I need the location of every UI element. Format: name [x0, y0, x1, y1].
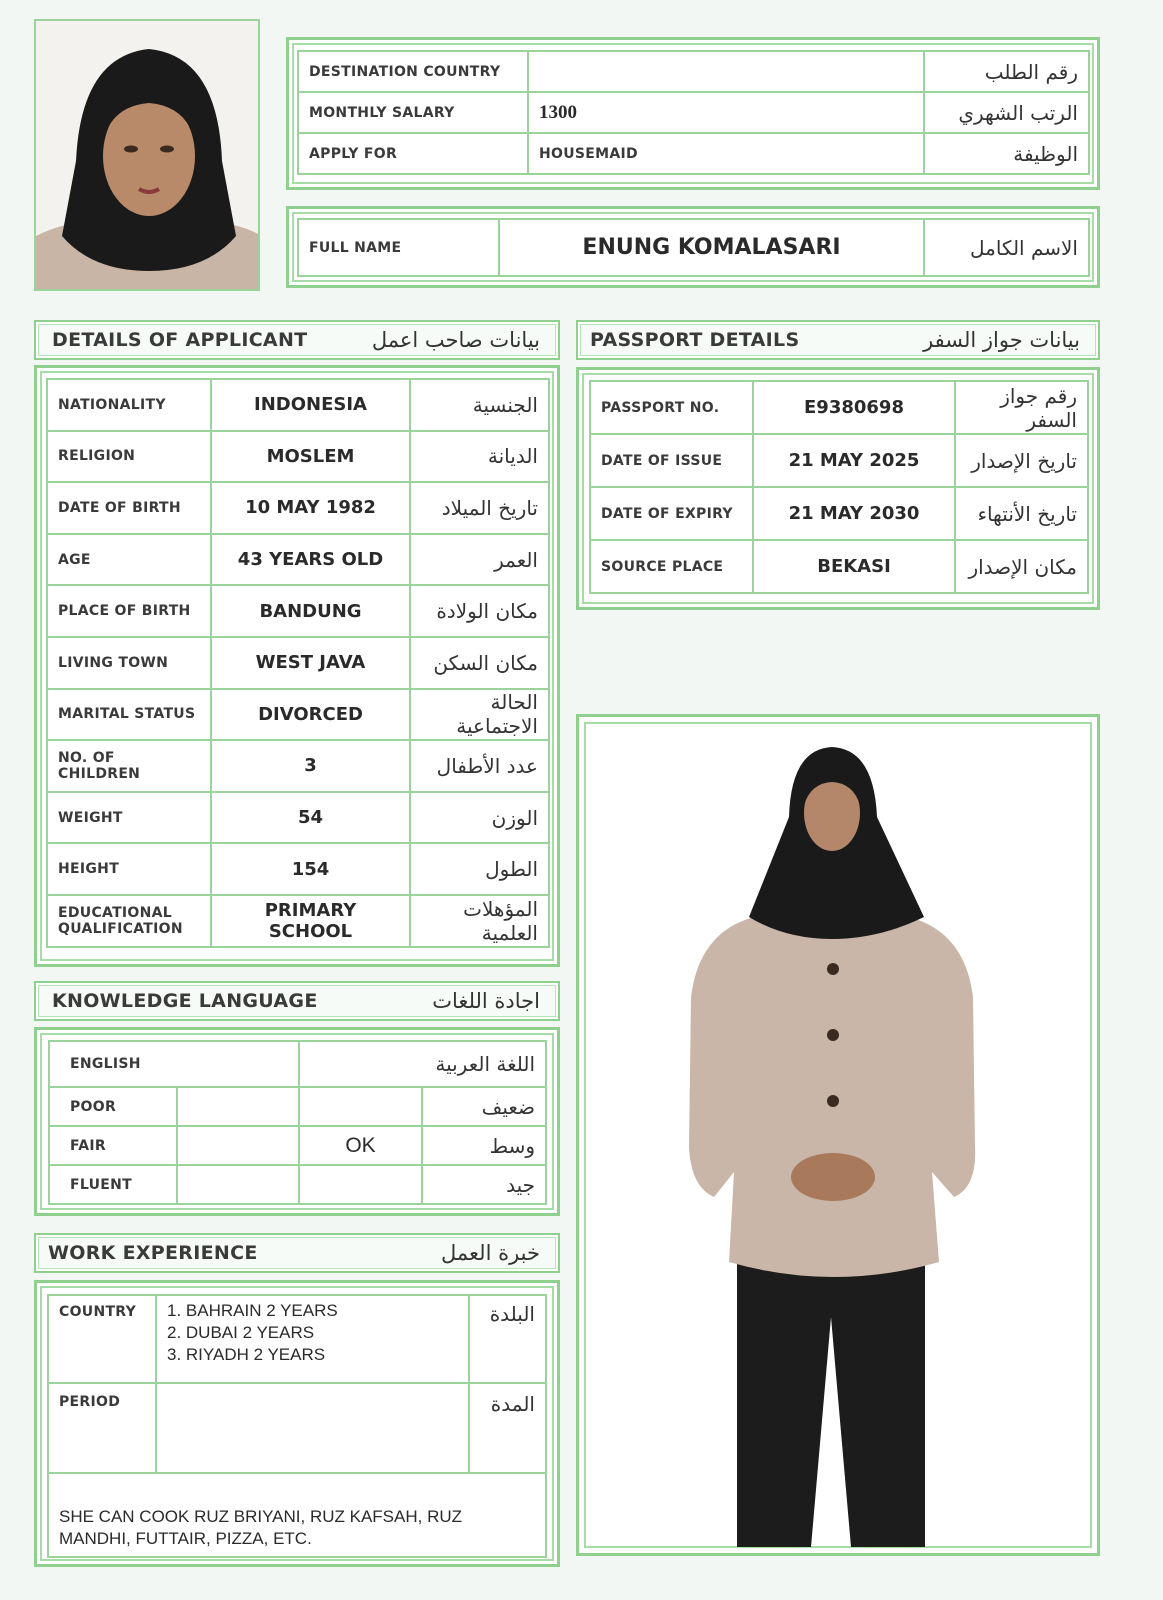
- work-period-arabic: المدة: [469, 1383, 546, 1473]
- language-arabic-mark: OK: [299, 1126, 422, 1165]
- detail-value: 154: [211, 843, 410, 895]
- work-period-row: [48, 1383, 546, 1473]
- work-section-title-arabic: خبرة العمل: [441, 1241, 540, 1265]
- language-level-arabic: جيد: [422, 1165, 546, 1204]
- language-english-mark: [177, 1087, 299, 1126]
- detail-row: [47, 792, 549, 844]
- work-country-item: 1. BAHRAIN 2 YEARS: [167, 1301, 338, 1320]
- monthly-salary-arabic: الرتب الشهري: [924, 92, 1089, 133]
- monthly-salary-row: [298, 92, 1089, 133]
- detail-value: WEST JAVA: [211, 637, 410, 689]
- detail-label: DATE OF BIRTH: [47, 482, 211, 534]
- detail-arabic: مكان الإصدار: [955, 540, 1088, 593]
- detail-value: 54: [211, 792, 410, 844]
- full-name-table: [297, 218, 1090, 277]
- detail-row: [590, 434, 1088, 487]
- detail-arabic: الحالة الاجتماعية: [410, 689, 549, 741]
- language-arabic-mark: [299, 1087, 422, 1126]
- full-name-label: FULL NAME: [298, 219, 499, 276]
- detail-arabic: عدد الأطفال: [410, 740, 549, 792]
- detail-label: EDUCATIONAL QUALIFICATION: [47, 895, 211, 947]
- detail-value: 3: [211, 740, 410, 792]
- work-section-header: [34, 1233, 560, 1273]
- detail-row: [47, 637, 549, 689]
- detail-row: [47, 689, 549, 741]
- destination-country-arabic: رقم الطلب: [924, 51, 1089, 92]
- language-section-title-arabic: اجادة اللغات: [432, 989, 540, 1013]
- detail-value: 43 YEARS OLD: [211, 534, 410, 586]
- language-english-mark: [177, 1126, 299, 1165]
- detail-row: [47, 843, 549, 895]
- passport-section-header: [576, 320, 1100, 360]
- detail-arabic: الجنسية: [410, 379, 549, 431]
- destination-country-value: [528, 51, 924, 92]
- detail-arabic: تاريخ الإصدار: [955, 434, 1088, 487]
- detail-value: DIVORCED: [211, 689, 410, 741]
- detail-arabic: الديانة: [410, 431, 549, 483]
- detail-arabic: مكان السكن: [410, 637, 549, 689]
- detail-value: BANDUNG: [211, 585, 410, 637]
- work-period-value: [156, 1383, 469, 1473]
- work-period-label: PERIOD: [48, 1383, 156, 1473]
- language-level-row: [49, 1087, 546, 1126]
- work-country-list: [156, 1295, 469, 1383]
- language-level-label: FAIR: [49, 1126, 177, 1165]
- applicant-section-title-arabic: بيانات صاحب اعمل: [371, 328, 540, 352]
- work-country-label: COUNTRY: [48, 1295, 156, 1383]
- detail-label: PLACE OF BIRTH: [47, 585, 211, 637]
- destination-country-row: [298, 51, 1089, 92]
- detail-row: [590, 487, 1088, 540]
- work-country-arabic: البلدة: [469, 1295, 546, 1383]
- passport-details-table: [589, 380, 1089, 594]
- language-level-arabic: ضعيف: [422, 1087, 546, 1126]
- apply-for-value: HOUSEMAID: [528, 133, 924, 174]
- monthly-salary-label: MONTHLY SALARY: [298, 92, 528, 133]
- detail-row: [47, 431, 549, 483]
- detail-arabic: تاريخ الميلاد: [410, 482, 549, 534]
- detail-label: NO. OF CHILDREN: [47, 740, 211, 792]
- detail-label: LIVING TOWN: [47, 637, 211, 689]
- detail-arabic: الوزن: [410, 792, 549, 844]
- work-country-row: [48, 1295, 546, 1383]
- full-body-illustration: [579, 717, 1097, 1553]
- detail-arabic: تاريخ الأنتهاء: [955, 487, 1088, 540]
- apply-for-label: APPLY FOR: [298, 133, 528, 174]
- apply-for-row: [298, 133, 1089, 174]
- work-section-title: WORK EXPERIENCE: [48, 1242, 258, 1264]
- full-name-arabic: الاسم الكامل: [924, 219, 1089, 276]
- detail-label: AGE: [47, 534, 211, 586]
- detail-row: [590, 381, 1088, 434]
- language-header-row: [49, 1041, 546, 1087]
- headshot-illustration: [36, 21, 260, 291]
- detail-label: RELIGION: [47, 431, 211, 483]
- detail-value: INDONESIA: [211, 379, 410, 431]
- language-section-header: [34, 981, 560, 1021]
- language-level-row: [49, 1126, 546, 1165]
- language-english-header: ENGLISH: [49, 1041, 299, 1087]
- detail-row: [47, 585, 549, 637]
- detail-row: [47, 379, 549, 431]
- detail-arabic: رقم جواز السفر: [955, 381, 1088, 434]
- language-level-row: [49, 1165, 546, 1204]
- detail-value: MOSLEM: [211, 431, 410, 483]
- detail-arabic: العمر: [410, 534, 549, 586]
- detail-value: 21 MAY 2030: [753, 487, 955, 540]
- language-level-arabic: وسط: [422, 1126, 546, 1165]
- passport-section-title: PASSPORT DETAILS: [590, 329, 800, 351]
- language-arabic-mark: [299, 1165, 422, 1204]
- apply-for-arabic: الوظيفة: [924, 133, 1089, 174]
- language-section-title: KNOWLEDGE LANGUAGE: [52, 990, 318, 1012]
- detail-arabic: المؤهلات العلمية: [410, 895, 549, 947]
- work-note-row: [48, 1473, 546, 1557]
- detail-arabic: الطول: [410, 843, 549, 895]
- language-table: [48, 1040, 547, 1205]
- applicant-section-title: DETAILS OF APPLICANT: [52, 329, 308, 351]
- detail-label: NATIONALITY: [47, 379, 211, 431]
- detail-label: WEIGHT: [47, 792, 211, 844]
- language-level-label: FLUENT: [49, 1165, 177, 1204]
- detail-label: PASSPORT NO.: [590, 381, 753, 434]
- destination-country-label: DESTINATION COUNTRY: [298, 51, 528, 92]
- passport-section-title-arabic: بيانات جواز السفر: [923, 328, 1080, 352]
- detail-value: 21 MAY 2025: [753, 434, 955, 487]
- detail-value: PRIMARY SCHOOL: [211, 895, 410, 947]
- work-note: SHE CAN COOK RUZ BRIYANI, RUZ KAFSAH, RUZ MANDHI, FUTTAIR, PIZZA, ETC.: [48, 1473, 546, 1557]
- request-info-table: [297, 50, 1090, 175]
- detail-row: [47, 895, 549, 947]
- detail-label: DATE OF EXPIRY: [590, 487, 753, 540]
- detail-row: [590, 540, 1088, 593]
- detail-row: [47, 482, 549, 534]
- language-english-mark: [177, 1165, 299, 1204]
- language-arabic-header: اللغة العربية: [299, 1041, 546, 1087]
- work-experience-table: [47, 1294, 547, 1558]
- full-body-photo: [576, 714, 1100, 1556]
- detail-row: [47, 534, 549, 586]
- detail-arabic: مكان الولادة: [410, 585, 549, 637]
- detail-value: E9380698: [753, 381, 955, 434]
- full-name-value: ENUNG KOMALASARI: [499, 219, 924, 276]
- detail-value: 10 MAY 1982: [211, 482, 410, 534]
- detail-label: MARITAL STATUS: [47, 689, 211, 741]
- detail-label: DATE OF ISSUE: [590, 434, 753, 487]
- detail-row: [47, 740, 549, 792]
- language-level-label: POOR: [49, 1087, 177, 1126]
- headshot-photo: [34, 19, 260, 291]
- monthly-salary-value: 1300: [528, 92, 924, 133]
- detail-label: HEIGHT: [47, 843, 211, 895]
- work-country-item: 2. DUBAI 2 YEARS: [167, 1323, 315, 1342]
- detail-label: SOURCE PLACE: [590, 540, 753, 593]
- work-country-item: 3. RIYADH 2 YEARS: [167, 1345, 326, 1364]
- applicant-details-table: [46, 378, 550, 948]
- applicant-section-header: [34, 320, 560, 360]
- detail-value: BEKASI: [753, 540, 955, 593]
